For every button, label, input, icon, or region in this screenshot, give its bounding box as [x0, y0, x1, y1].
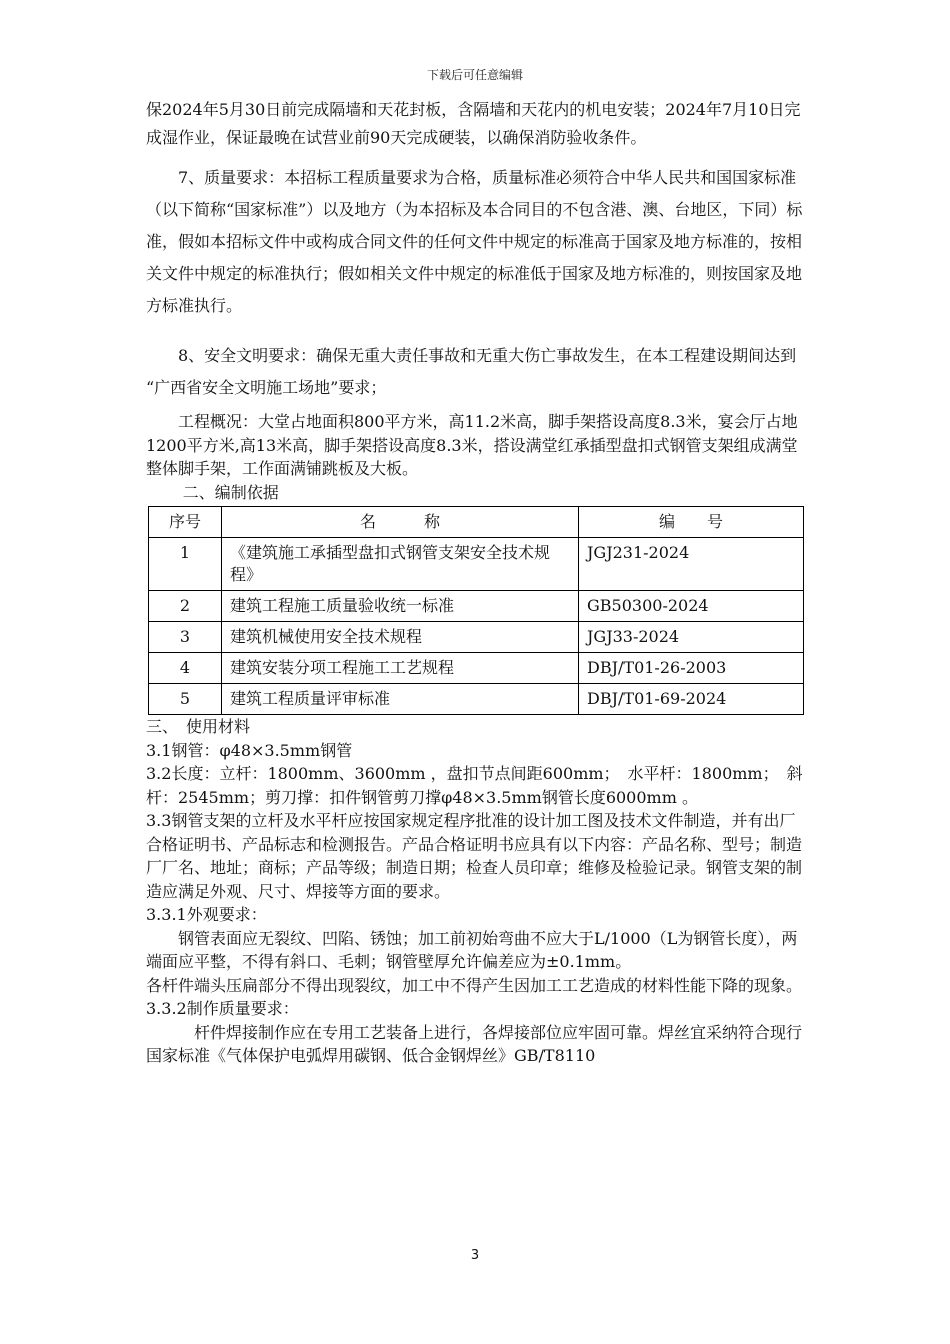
basis-table — [148, 506, 804, 715]
table-row — [149, 591, 804, 622]
page-number: 3 — [470, 1248, 480, 1263]
table-header-cell: 序号 — [149, 507, 222, 538]
table-header-cell: 名 称 — [222, 507, 579, 538]
paragraph-overview: 工程概况：大堂占地面积800平方米，高11.2米高，脚手架搭设高度8.3米，宴会厅占地1200平方米,高13米高，脚手架搭设高度8.3米，搭设满堂红承插型盘扣式钢管支架组成满堂整体脚手架，工作面满铺跳板及大板。 — [146, 412, 798, 478]
table-row — [149, 538, 804, 591]
table-cell-name: 建筑安装分项工程施工工艺规程 — [222, 653, 579, 684]
table-cell-no: 2 — [149, 591, 222, 622]
table-row — [149, 684, 804, 715]
section-2-title: 二、编制依据 — [182, 482, 279, 502]
table-header-cell: 编 号 — [579, 507, 804, 538]
subsection-3-3-2-title: 3.3.2制作质量要求： — [146, 999, 299, 1018]
paragraph-schedule: 保2024年5月30日前完成隔墙和天花封板，含隔墙和天花内的机电安装；2024年7月10日完成湿作业，保证最晚在试营业前90天完成硬装，以确保消防验收条件。 — [146, 100, 801, 147]
paragraph-3-3-2-a: 杆件焊接制作应在专用工艺装备上进行，各焊接部位应牢固可靠。焊丝宜采纳符合现行国家标准《气体保护电弧焊用碳钢、低合金钢焊丝》GB/T8110 — [146, 1022, 803, 1065]
table-cell-code: DBJ/T01-26-2003 — [579, 653, 804, 684]
paragraph-safety: 8、安全文明要求：确保无重大责任事故和无重大伤亡事故发生，在本工程建设期间达到 “广西省安全文明施工场地”要求； — [146, 346, 797, 397]
table-cell-no: 4 — [149, 653, 222, 684]
page-header: 下载后可任意编辑 — [426, 68, 523, 82]
table-cell-name: 建筑工程质量评审标准 — [222, 684, 579, 715]
paragraph-3-3: 3.3钢管支架的立杆及水平杆应按国家规定程序批准的设计加工图及技术文件制造，并有出厂合格证明书、产品标志和检测报告。产品合格证明书应具有以下内容：产品名称、型号；制造厂厂名、地址；商标；产品等级；制造日期；检查人员印章；维修及检验记录。钢管支架的制造应满足外观、尺寸、焊接等方面的要求。 — [146, 811, 803, 901]
paragraph-3-3-1-a: 钢管表面应无裂纹、凹陷、锈蚀；加工前初始弯曲不应大于L/1000（L为钢管长度），两端面应平整，不得有斜口、毛刺；钢管壁厚允许偏差应为±0.1mm。 — [146, 928, 798, 971]
table-cell-no: 3 — [149, 622, 222, 653]
document-body — [146, 96, 806, 1068]
paragraph-3-1: 3.1钢管：φ48×3.5mm钢管 — [146, 740, 353, 760]
table-row — [149, 653, 804, 684]
table-cell-no: 5 — [149, 684, 222, 715]
section-3-title: 三、 使用材料 — [146, 717, 251, 736]
paragraph-3-2: 3.2长度：立杆：1800mm、3600mm ，盘扣节点间距600mm； 水平杆：1800mm； 斜杆：2545mm；剪刀撑：扣件钢管剪刀撑φ48×3.5mm钢管长度6000mm 。 — [146, 764, 803, 807]
table-row — [149, 622, 804, 653]
paragraph-quality: 7、质量要求：本招标工程质量要求为合格，质量标准必须符合中华人民共和国国家标准（以下简称“国家标准”）以及地方（为本招标及本合同目的不包含港、澳、台地区，下同）标准，假如本招标文件中或构成合同文件的任何文件中规定的标准高于国家及地方标准的，按相关文件中规定的标准执行；假如相关文件中规定的标准低于国家及地方标准的，则按国家及地方标准执行。 — [146, 168, 803, 315]
subsection-3-3-1-title: 3.3.1外观要求： — [146, 905, 267, 924]
table-cell-code: GB50300-2024 — [579, 591, 804, 622]
paragraph-3-3-1-b: 各杆件端头压扁部分不得出现裂纹，加工中不得产生因加工工艺造成的材料性能下降的现象。 — [146, 975, 803, 995]
table-cell-name: 建筑工程施工质量验收统一标准 — [222, 591, 579, 622]
table-header-row — [149, 507, 804, 538]
table-cell-name: 建筑机械使用安全技术规程 — [222, 622, 579, 653]
table-cell-code: JGJ33-2024 — [579, 622, 804, 653]
table-cell-no: 1 — [149, 538, 222, 591]
table-cell-name: 《建筑施工承插型盘扣式钢管支架安全技术规程》 — [222, 538, 579, 591]
table-cell-code: JGJ231-2024 — [579, 538, 804, 591]
table-cell-code: DBJ/T01-69-2024 — [579, 684, 804, 715]
